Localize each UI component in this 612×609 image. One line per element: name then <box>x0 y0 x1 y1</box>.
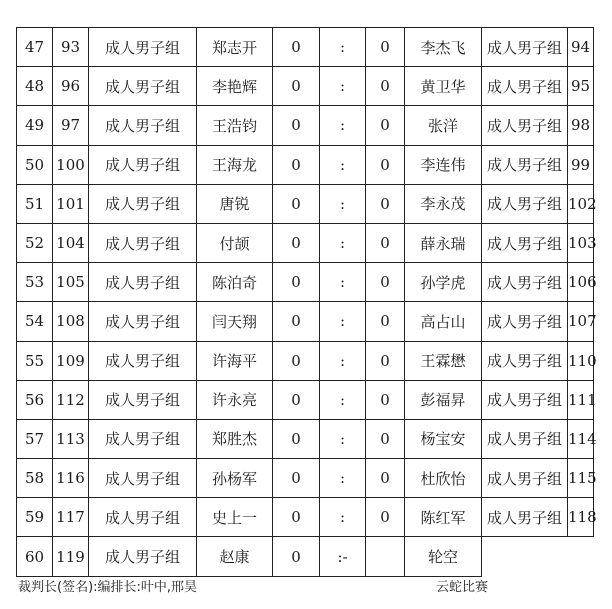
left-player-group: 成人男子组 <box>89 223 197 262</box>
left-player-id: 104 <box>53 223 89 262</box>
left-player-name: 李艳辉 <box>197 67 273 106</box>
right-score: 0 <box>366 498 405 537</box>
left-player-name: 郑志开 <box>197 28 273 67</box>
table-row <box>17 419 594 458</box>
left-score: 0 <box>273 263 320 302</box>
right-player-id: 98 <box>568 106 594 145</box>
right-player-id: 106 <box>568 263 594 302</box>
table-row <box>17 341 594 380</box>
table-row <box>17 223 594 262</box>
table-row <box>17 106 594 145</box>
left-player-group: 成人男子组 <box>89 184 197 223</box>
right-player-group: 成人男子组 <box>482 67 568 106</box>
right-score: 0 <box>366 28 405 67</box>
right-player-id: 95 <box>568 67 594 106</box>
left-score: 0 <box>273 380 320 419</box>
footer-org-text: 云蛇比赛 <box>436 580 489 595</box>
right-player-id: 99 <box>568 145 594 184</box>
left-player-group: 成人男子组 <box>89 419 197 458</box>
score-separator: : <box>320 380 366 419</box>
match-number: 53 <box>17 263 53 302</box>
score-separator: : <box>320 498 366 537</box>
score-separator: : <box>320 263 366 302</box>
left-player-group: 成人男子组 <box>89 498 197 537</box>
match-number: 58 <box>17 459 53 498</box>
right-player-id: 103 <box>568 223 594 262</box>
left-player-name: 郑胜杰 <box>197 419 273 458</box>
right-player-name: 张洋 <box>405 106 482 145</box>
match-number: 55 <box>17 341 53 380</box>
left-player-name: 王海龙 <box>197 145 273 184</box>
left-player-id: 101 <box>53 184 89 223</box>
right-score: 0 <box>366 106 405 145</box>
left-player-group: 成人男子组 <box>89 380 197 419</box>
left-score: 0 <box>273 419 320 458</box>
right-player-id: 94 <box>568 28 594 67</box>
right-player-name: 杨宝安 <box>405 419 482 458</box>
bye-label: 轮空 <box>405 537 482 576</box>
left-score: 0 <box>273 67 320 106</box>
table-row <box>17 184 594 223</box>
score-separator: : <box>320 28 366 67</box>
table-row <box>17 302 594 341</box>
left-player-id: 109 <box>53 341 89 380</box>
score-separator: : <box>320 67 366 106</box>
left-score: 0 <box>273 498 320 537</box>
match-number: 51 <box>17 184 53 223</box>
score-separator: :- <box>320 537 366 576</box>
right-player-group: 成人男子组 <box>482 106 568 145</box>
right-player-name: 李杰飞 <box>405 28 482 67</box>
right-score: 0 <box>366 184 405 223</box>
left-player-id: 105 <box>53 263 89 302</box>
score-separator: : <box>320 184 366 223</box>
left-player-name: 陈泊奇 <box>197 263 273 302</box>
left-score: 0 <box>273 28 320 67</box>
right-score: 0 <box>366 145 405 184</box>
right-player-group: 成人男子组 <box>482 28 568 67</box>
left-player-group: 成人男子组 <box>89 67 197 106</box>
match-number: 56 <box>17 380 53 419</box>
table-row <box>17 459 594 498</box>
right-player-name: 薛永瑞 <box>405 223 482 262</box>
right-score: 0 <box>366 67 405 106</box>
right-player-name: 陈红军 <box>405 498 482 537</box>
left-player-id: 119 <box>53 537 89 576</box>
empty-cell <box>482 537 594 576</box>
right-player-id: 110 <box>568 341 594 380</box>
match-number: 52 <box>17 223 53 262</box>
table-body <box>17 28 597 577</box>
right-player-name: 高占山 <box>405 302 482 341</box>
left-score: 0 <box>273 302 320 341</box>
right-player-group: 成人男子组 <box>482 380 568 419</box>
table-row <box>17 498 594 537</box>
right-player-name: 孙学虎 <box>405 263 482 302</box>
left-score: 0 <box>273 223 320 262</box>
left-score: 0 <box>273 459 320 498</box>
right-score: 0 <box>366 223 405 262</box>
score-separator: : <box>320 302 366 341</box>
match-number: 50 <box>17 145 53 184</box>
left-player-name: 付颉 <box>197 223 273 262</box>
left-score: 0 <box>273 341 320 380</box>
left-player-name: 许永亮 <box>197 380 273 419</box>
match-number: 60 <box>17 537 53 576</box>
left-player-group: 成人男子组 <box>89 28 197 67</box>
match-number: 57 <box>17 419 53 458</box>
match-number: 47 <box>17 28 53 67</box>
left-player-name: 孙杨军 <box>197 459 273 498</box>
right-player-group: 成人男子组 <box>482 263 568 302</box>
score-separator: : <box>320 341 366 380</box>
right-score <box>366 537 405 576</box>
table-row <box>17 67 594 106</box>
left-player-group: 成人男子组 <box>89 263 197 302</box>
left-player-id: 117 <box>53 498 89 537</box>
table-row <box>17 28 594 67</box>
right-player-id: 118 <box>568 498 594 537</box>
right-score: 0 <box>366 419 405 458</box>
referee-signature-line: 裁判长(签名):编排长:叶中,邢昊 <box>18 580 198 595</box>
score-separator: : <box>320 459 366 498</box>
right-player-group: 成人男子组 <box>482 223 568 262</box>
right-player-id: 114 <box>568 419 594 458</box>
left-player-name: 唐锐 <box>197 184 273 223</box>
left-player-name: 赵康 <box>197 537 273 576</box>
right-score: 0 <box>366 341 405 380</box>
left-score: 0 <box>273 537 320 576</box>
right-player-name: 黄卫华 <box>405 67 482 106</box>
left-player-id: 108 <box>53 302 89 341</box>
table-row-last <box>17 537 594 576</box>
right-score: 0 <box>366 380 405 419</box>
right-player-name: 李永茂 <box>405 184 482 223</box>
right-player-id: 115 <box>568 459 594 498</box>
left-score: 0 <box>273 145 320 184</box>
left-player-id: 100 <box>53 145 89 184</box>
right-score: 0 <box>366 263 405 302</box>
left-player-group: 成人男子组 <box>89 341 197 380</box>
right-score: 0 <box>366 459 405 498</box>
right-player-name: 杜欣怡 <box>405 459 482 498</box>
left-player-name: 许海平 <box>197 341 273 380</box>
left-player-group: 成人男子组 <box>89 302 197 341</box>
left-player-id: 97 <box>53 106 89 145</box>
score-separator: : <box>320 419 366 458</box>
score-separator: : <box>320 223 366 262</box>
right-player-group: 成人男子组 <box>482 419 568 458</box>
left-player-id: 113 <box>53 419 89 458</box>
left-player-name: 史上一 <box>197 498 273 537</box>
right-player-name: 李连伟 <box>405 145 482 184</box>
left-score: 0 <box>273 184 320 223</box>
left-player-id: 96 <box>53 67 89 106</box>
match-number: 54 <box>17 302 53 341</box>
right-player-group: 成人男子组 <box>482 341 568 380</box>
right-player-group: 成人男子组 <box>482 184 568 223</box>
left-player-group: 成人男子组 <box>89 537 197 576</box>
score-separator: : <box>320 106 366 145</box>
match-number: 48 <box>17 67 53 106</box>
table-row <box>17 380 594 419</box>
right-player-group: 成人男子组 <box>482 459 568 498</box>
left-score: 0 <box>273 106 320 145</box>
left-player-id: 112 <box>53 380 89 419</box>
left-player-name: 闫天翔 <box>197 302 273 341</box>
match-number: 59 <box>17 498 53 537</box>
right-score: 0 <box>366 302 405 341</box>
match-number: 49 <box>17 106 53 145</box>
score-separator: : <box>320 145 366 184</box>
table-row <box>17 263 594 302</box>
right-player-name: 王霖懋 <box>405 341 482 380</box>
left-player-id: 93 <box>53 28 89 67</box>
right-player-group: 成人男子组 <box>482 145 568 184</box>
match-schedule-table <box>16 27 597 577</box>
right-player-group: 成人男子组 <box>482 498 568 537</box>
table-row <box>17 145 594 184</box>
left-player-group: 成人男子组 <box>89 145 197 184</box>
right-player-group: 成人男子组 <box>482 302 568 341</box>
left-player-id: 116 <box>53 459 89 498</box>
right-player-id: 102 <box>568 184 594 223</box>
right-player-id: 111 <box>568 380 594 419</box>
left-player-name: 王浩钧 <box>197 106 273 145</box>
right-player-id: 107 <box>568 302 594 341</box>
left-player-group: 成人男子组 <box>89 459 197 498</box>
left-player-group: 成人男子组 <box>89 106 197 145</box>
right-player-name: 彭福昇 <box>405 380 482 419</box>
